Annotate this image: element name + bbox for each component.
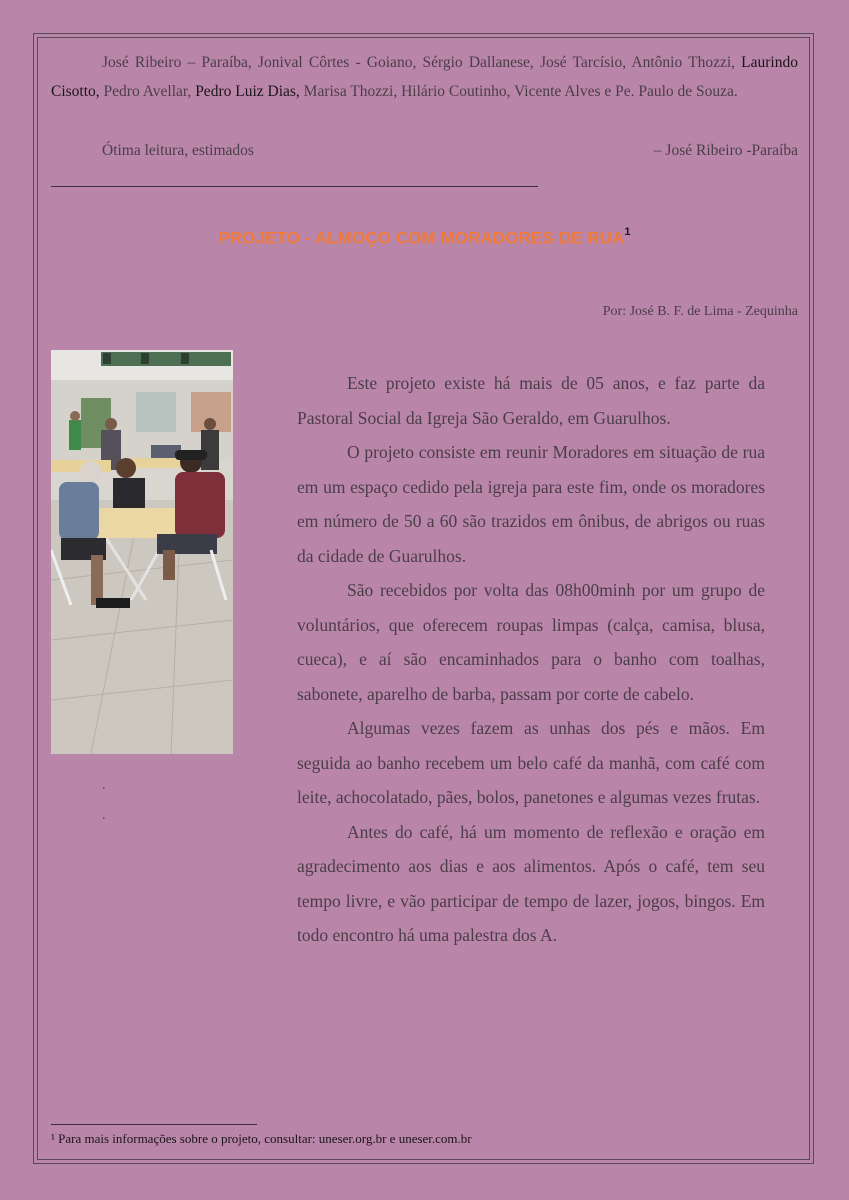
- article-paragraph: Este projeto existe há mais de 05 anos, e faz parte da Pastoral Social da Igreja São Geraldo, em Guarulhos.: [297, 373, 765, 428]
- greeting: Ótima leitura, estimados: [102, 142, 254, 159]
- names-part-c: Pedro Avellar,: [99, 83, 196, 100]
- section-divider: [51, 186, 538, 187]
- stray-dot-1: .: [102, 778, 106, 793]
- names-part-b: Laurindo Cisotto,: [51, 54, 798, 100]
- article-paragraph: Antes do café, há um momento de reflexão e oração em agradecimento aos dias e aos alimentos. Após o café, tem seu tempo livre, e vão participar de tempo de lazer, jogos, bingos. Em todo encontro há uma palestra dos A.: [297, 821, 765, 945]
- stray-dot-2: .: [102, 808, 106, 823]
- names-part-d: Pedro Luiz Dias,: [195, 83, 300, 100]
- names-part-a: José Ribeiro – Paraíba, Jonival Côrtes - Goiano, Sérgio Dallanese, José Tarcísio, Antônio Thozzi,: [102, 54, 742, 71]
- article-paragraph: São recebidos por volta das 08h00minh por um grupo de voluntários, que oferecem roupas limpas (calça, camisa, blusa, cueca), e aí são encaminhados para o banho com toalhas, sabonete, aparelho de barba, passam por corte de cabelo.: [297, 580, 765, 704]
- intro-names-paragraph: [51, 48, 798, 106]
- article-body: [297, 366, 765, 1012]
- footnote-marker: 1: [624, 226, 631, 238]
- article-paragraph: O projeto consiste em reunir Moradores em situação de rua em um espaço cedido pela igreja para este fim, onde os moradores em número de 50 a 60 são trazidos em ônibus, de abrigos ou ruas da cidade de Guarulhos.: [297, 442, 765, 566]
- footnote-divider: [51, 1124, 257, 1125]
- lunch-photo: [51, 350, 233, 754]
- footnote: ¹ Para mais informações sobre o projeto, consultar: uneser.org.br e uneser.com.br: [51, 1131, 472, 1146]
- names-part-e: Marisa Thozzi, Hilário Coutinho, Vicente Alves e Pe. Paulo de Souza.: [299, 83, 738, 100]
- article-paragraph: Algumas vezes fazem as unhas dos pés e mãos. Em seguida ao banho recebem um belo café da manhã, com café com leite, achocolatado, pães, bolos, panetones e algumas vezes frutas.: [297, 718, 765, 807]
- signature: – José Ribeiro -Paraíba: [653, 142, 798, 159]
- article-title-text: PROJETO - ALMOÇO COM MORADORES DE RUA: [218, 228, 625, 248]
- greeting-row: [51, 136, 798, 165]
- article-title: [0, 228, 849, 249]
- byline: Por: José B. F. de Lima - Zequinha: [602, 304, 798, 319]
